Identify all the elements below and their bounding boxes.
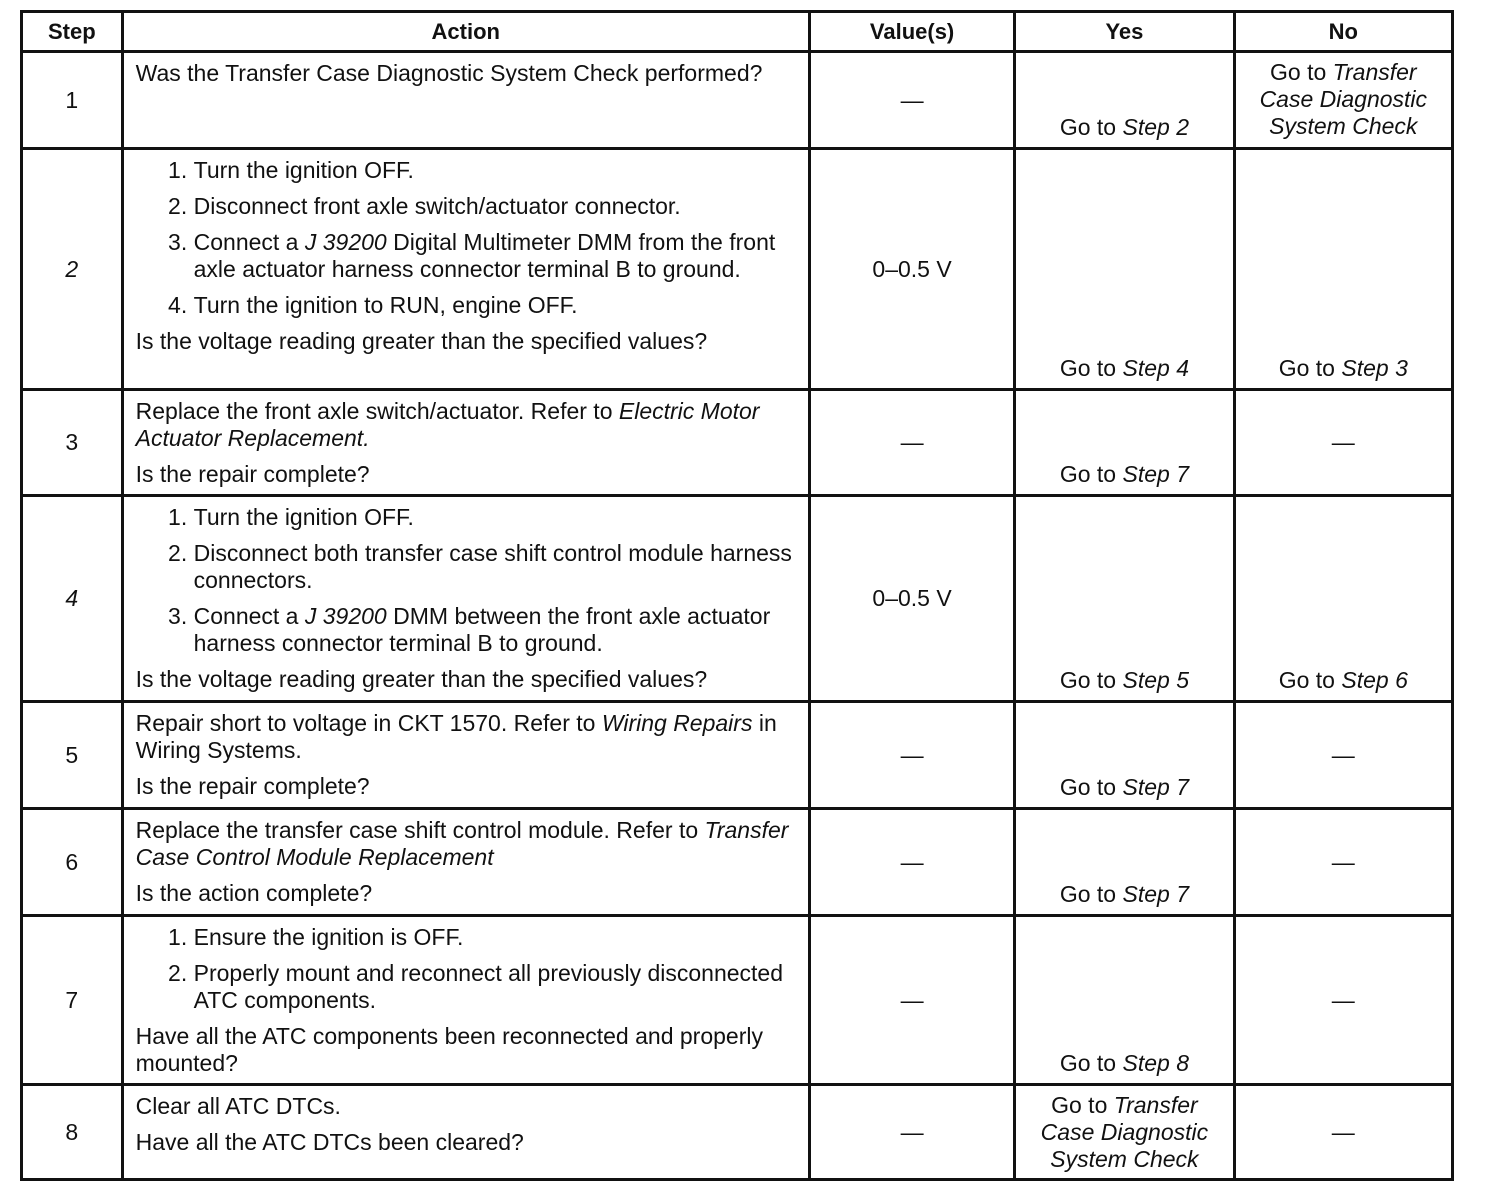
value-cell: 0–0.5 V	[809, 496, 1014, 702]
header-row	[22, 12, 1453, 52]
yes-cell	[1015, 496, 1234, 702]
diagnostic-table	[20, 10, 1454, 1181]
action-question: Have all the ATC DTCs been cleared?	[135, 1129, 524, 1155]
action-text: Was the Transfer Case Diagnostic System Check performed?	[135, 60, 763, 86]
step-number: 5	[22, 702, 123, 809]
reference-link[interactable]: Wiring Repairs	[601, 710, 753, 736]
no-cell: —	[1234, 702, 1452, 809]
action-question: Is the voltage reading greater than the specified values?	[135, 666, 708, 692]
action-cell	[122, 390, 809, 496]
step-number: 8	[22, 1085, 123, 1180]
no-cell	[1234, 149, 1452, 390]
yes-prefix: Go to	[1051, 1091, 1114, 1118]
yes-prefix: Go to	[1059, 667, 1123, 693]
header-yes: Yes	[1015, 12, 1234, 52]
no-cell: —	[1234, 809, 1452, 916]
action-steps	[136, 157, 798, 319]
action-step: 3. Connect a J 39200 Digital Multimeter DMM from the front axle actuator harness connector terminal B to ground.	[194, 229, 798, 283]
action-question: Is the repair complete?	[135, 773, 370, 799]
value-cell: 0–0.5 V	[809, 149, 1014, 390]
yes-link[interactable]: Step 8	[1122, 1050, 1189, 1076]
reference-link[interactable]: Transfer Case Control Module Replacement	[135, 817, 789, 870]
yes-link[interactable]: Step 7	[1122, 461, 1189, 487]
table-row	[22, 149, 1453, 390]
yes-cell	[1015, 916, 1234, 1085]
no-link[interactable]: Transfer Case Diagnostic System Check	[1259, 59, 1428, 139]
action-step: 2. Disconnect front axle switch/actuator connector.	[194, 193, 798, 220]
yes-link[interactable]: Step 4	[1122, 355, 1189, 381]
value-cell: —	[809, 390, 1014, 496]
step-number: 7	[22, 916, 123, 1085]
value-cell: —	[809, 702, 1014, 809]
action-step: 2. Disconnect both transfer case shift control module harness connectors.	[194, 540, 798, 594]
yes-prefix: Go to	[1059, 1050, 1123, 1076]
action-step: 1. Turn the ignition OFF.	[194, 504, 798, 531]
action-cell	[122, 809, 809, 916]
step-number: 2	[22, 149, 123, 390]
action-steps	[136, 504, 798, 657]
table-row	[22, 916, 1453, 1085]
yes-cell	[1015, 1085, 1234, 1180]
step-number: 6	[22, 809, 123, 916]
header-step: Step	[22, 12, 123, 52]
no-link[interactable]: Step 6	[1341, 667, 1408, 693]
yes-prefix: Go to	[1059, 881, 1123, 907]
action-step: 4. Turn the ignition to RUN, engine OFF.	[194, 292, 798, 319]
table-row	[22, 702, 1453, 809]
action-cell	[122, 1085, 809, 1180]
value-cell: —	[809, 916, 1014, 1085]
yes-link[interactable]: Transfer Case Diagnostic System Check	[1040, 1091, 1209, 1172]
yes-cell	[1015, 390, 1234, 496]
action-cell	[122, 702, 809, 809]
table-row	[22, 1085, 1453, 1180]
action-step: 1. Turn the ignition OFF.	[194, 157, 798, 184]
no-cell: —	[1234, 1085, 1452, 1180]
reference-link[interactable]: Electric Motor Actuator Replacement.	[135, 398, 760, 451]
table-row	[22, 496, 1453, 702]
no-cell	[1234, 52, 1452, 149]
action-text: Clear all ATC DTCs.	[135, 1093, 341, 1119]
action-question: Is the repair complete?	[135, 461, 370, 487]
no-prefix: Go to	[1278, 667, 1342, 693]
yes-link[interactable]: Step 7	[1122, 774, 1189, 800]
action-question: Have all the ATC components been reconnected and properly mounted?	[135, 1023, 763, 1076]
action-cell	[122, 52, 809, 149]
action-step: 3. Connect a J 39200 DMM between the front axle actuator harness connector terminal B to ground.	[194, 603, 798, 657]
step-number: 4	[22, 496, 123, 702]
action-step: 1. Ensure the ignition is OFF.	[194, 924, 798, 951]
no-cell: —	[1234, 390, 1452, 496]
no-link[interactable]: Step 3	[1341, 355, 1408, 381]
action-cell	[122, 916, 809, 1085]
header-action: Action	[122, 12, 809, 52]
value-cell: —	[809, 809, 1014, 916]
no-cell	[1234, 496, 1452, 702]
value-cell: —	[809, 1085, 1014, 1180]
step-number: 1	[22, 52, 123, 149]
yes-prefix: Go to	[1059, 355, 1123, 381]
yes-link[interactable]: Step 5	[1122, 667, 1189, 693]
yes-cell	[1015, 702, 1234, 809]
value-cell: —	[809, 52, 1014, 149]
yes-prefix: Go to	[1059, 774, 1123, 800]
table-row	[22, 809, 1453, 916]
header-no: No	[1234, 12, 1452, 52]
action-text: Replace the front axle switch/actuator. Refer to Electric Motor Actuator Replacement.	[135, 398, 760, 451]
tool-ref: J 39200	[304, 603, 387, 629]
action-step: 2. Properly mount and reconnect all previously disconnected ATC components.	[194, 960, 798, 1014]
yes-cell	[1015, 149, 1234, 390]
action-cell	[122, 496, 809, 702]
tool-ref: J 39200	[304, 229, 387, 255]
action-cell	[122, 149, 809, 390]
table-row	[22, 390, 1453, 496]
yes-cell	[1015, 809, 1234, 916]
header-values: Value(s)	[809, 12, 1014, 52]
action-text: Repair short to voltage in CKT 1570. Refer to Wiring Repairs in Wiring Systems.	[135, 710, 777, 763]
yes-link[interactable]: Step 2	[1122, 114, 1189, 140]
action-steps	[136, 924, 798, 1014]
yes-prefix: Go to	[1059, 461, 1123, 487]
action-question: Is the action complete?	[135, 880, 373, 906]
yes-cell	[1015, 52, 1234, 149]
table-row	[22, 52, 1453, 149]
no-prefix: Go to	[1270, 59, 1333, 85]
no-prefix: Go to	[1278, 355, 1342, 381]
no-cell: —	[1234, 916, 1452, 1085]
action-question: Is the voltage reading greater than the specified values?	[135, 328, 708, 354]
yes-link[interactable]: Step 7	[1122, 881, 1189, 907]
step-number: 3	[22, 390, 123, 496]
action-text: Replace the transfer case shift control module. Refer to Transfer Case Control Module Replacement	[135, 817, 789, 870]
yes-prefix: Go to	[1059, 114, 1123, 140]
